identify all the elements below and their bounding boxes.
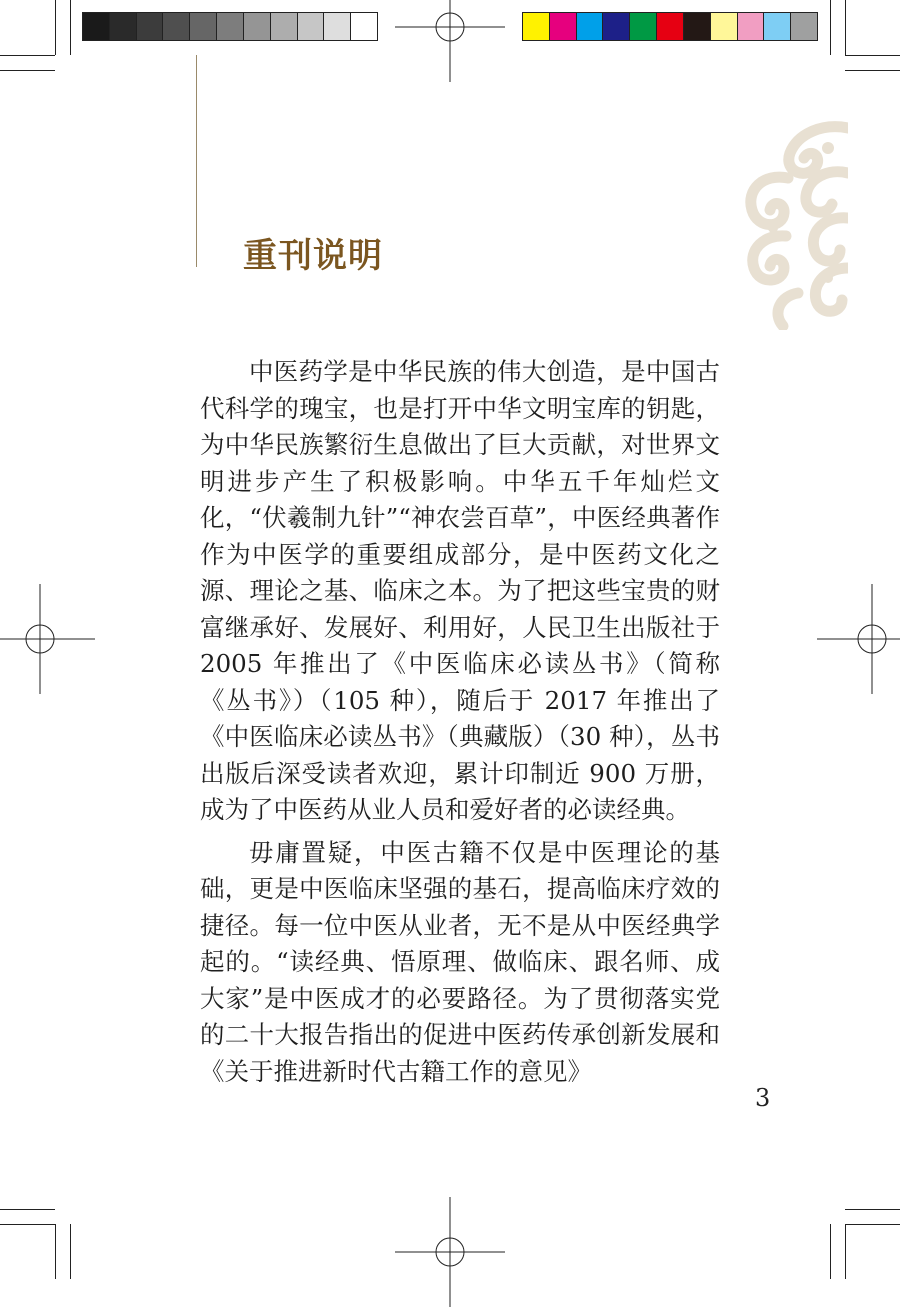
crop-mark xyxy=(830,1224,831,1279)
color-swatch xyxy=(244,13,271,40)
color-swatch xyxy=(351,13,377,40)
color-swatch xyxy=(603,13,630,40)
page-title: 重刊说明 xyxy=(243,236,383,276)
crop-mark xyxy=(0,1224,55,1225)
cloud-scroll-ornament-icon xyxy=(728,118,848,330)
crop-mark xyxy=(845,70,900,71)
registration-mark-icon xyxy=(0,584,95,694)
crop-mark xyxy=(70,1224,71,1279)
color-swatch xyxy=(550,13,577,40)
crop-mark xyxy=(0,1209,55,1210)
color-swatch xyxy=(657,13,684,40)
body-text xyxy=(200,354,720,1096)
paragraph: 毋庸置疑，中医古籍不仅是中医理论的基础，更是中医临床坚强的基石，提高临床疗效的捷径。每一位中医从业者，无不是从中医经典学起的。“读经典、悟原理、做临床、跟名师、成大家”是中医成才的必要路径。为了贯彻落实党的二十大报告指出的促进中医药传承创新发展和《关于推进新时代古籍工作的意见》 xyxy=(200,837,720,1086)
registration-mark-icon xyxy=(395,1197,505,1307)
crop-mark xyxy=(845,1209,900,1210)
color-swatch xyxy=(711,13,738,40)
crop-mark xyxy=(0,70,55,71)
gray-calibration-bar xyxy=(82,12,378,41)
registration-mark-icon xyxy=(395,0,505,82)
crop-mark xyxy=(845,1224,846,1279)
crop-mark xyxy=(70,0,71,55)
crop-mark xyxy=(845,1224,900,1225)
color-swatch xyxy=(163,13,190,40)
color-swatch xyxy=(217,13,244,40)
registration-mark-icon xyxy=(817,584,900,694)
color-swatch xyxy=(110,13,137,40)
color-swatch xyxy=(137,13,164,40)
crop-mark xyxy=(0,55,55,56)
color-swatch xyxy=(764,13,791,40)
crop-mark xyxy=(845,0,846,55)
color-swatch xyxy=(190,13,217,40)
color-swatch xyxy=(523,13,550,40)
color-swatch xyxy=(630,13,657,40)
crop-mark xyxy=(55,1224,56,1279)
page-number: 3 xyxy=(755,1084,771,1112)
color-swatch xyxy=(738,13,765,40)
color-swatch xyxy=(298,13,325,40)
paragraph: 中医药学是中华民族的伟大创造，是中国古代科学的瑰宝，也是打开中华文明宝库的钥匙，为中华民族繁衍生息做出了巨大贡献，对世界文明进步产生了积极影响。中华五千年灿烂文化，“伏羲制九针”“神农尝百草”，中医经典著作作为中医学的重要组成部分，是中医药文化之源、理论之基、临床之本。为了把这些宝贵的财富继承好、发展好、利用好，人民卫生出版社于 2005 年推出了《中医临床必读丛书》（简称《丛书》）（105 种），随后于 2017 年推出了《中医临床必读丛书》（典藏版）（30 种），丛书出版后深受读者欢迎，累计印制近 900 万册，成为了中医药从业人员和爱好者的必读经典。 xyxy=(200,357,720,824)
header-divider xyxy=(196,55,197,267)
color-swatch xyxy=(791,13,817,40)
color-swatch xyxy=(83,13,110,40)
color-calibration-bar xyxy=(522,12,818,41)
color-swatch xyxy=(577,13,604,40)
color-swatch xyxy=(684,13,711,40)
crop-mark xyxy=(845,55,900,56)
crop-mark xyxy=(830,0,831,55)
color-swatch xyxy=(324,13,351,40)
color-swatch xyxy=(271,13,298,40)
crop-mark xyxy=(55,0,56,55)
